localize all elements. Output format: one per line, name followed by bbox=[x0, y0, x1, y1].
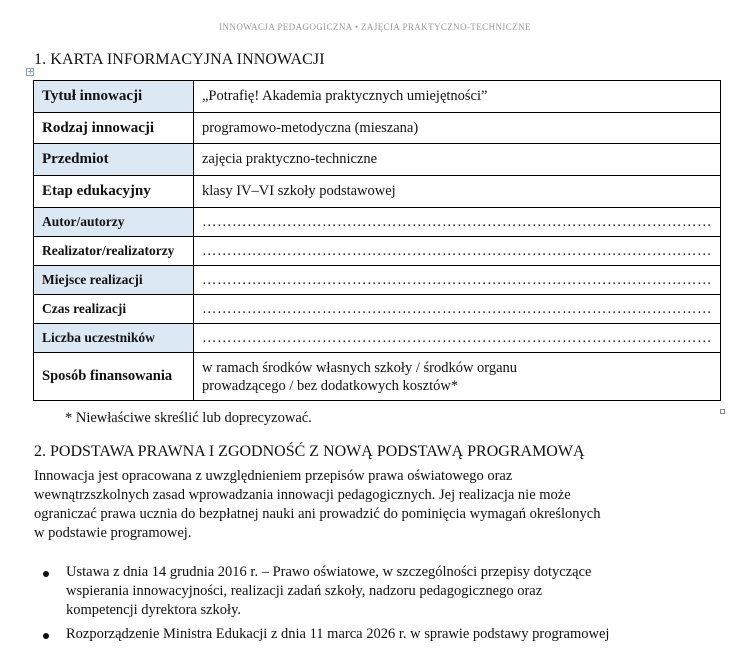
bullet-list bbox=[34, 563, 734, 644]
list-item bbox=[34, 625, 734, 644]
paragraph-line: wewnątrzszkolnych zasad wprowadzania innowacji pedagogicznych. Jej realizacja nie może bbox=[34, 487, 571, 503]
table-row bbox=[34, 324, 721, 353]
footnote: * Niewłaściwe skreślić lub doprecyzować. bbox=[65, 410, 312, 426]
table-row bbox=[34, 208, 721, 237]
section-1-title: 1. KARTA INFORMACYJNA INNOWACJI bbox=[34, 51, 325, 68]
table-row bbox=[34, 176, 721, 208]
row-label: Autor/autorzy bbox=[34, 208, 194, 237]
row-label: Realizator/realizatorzy bbox=[34, 237, 194, 266]
list-item-line: Rozporządzenie Ministra Edukacji z dnia 11 marca 2026 r. w sprawie podstawy programowej bbox=[66, 626, 610, 642]
row-value: ………………………………………………………………………………………… bbox=[194, 295, 721, 324]
table-row bbox=[34, 81, 721, 113]
row-label: Przedmiot bbox=[34, 144, 194, 176]
row-value-line: prowadzącego / bez dodatkowych kosztów* bbox=[202, 377, 459, 394]
info-table bbox=[33, 80, 721, 401]
row-value-line: w ramach środków własnych szkoły / środków organu bbox=[202, 359, 518, 376]
table-row bbox=[34, 353, 721, 401]
table-resize-handle-icon[interactable] bbox=[720, 409, 725, 414]
row-label: Miejsce realizacji bbox=[34, 266, 194, 295]
row-label: Czas realizacji bbox=[34, 295, 194, 324]
bullet-icon bbox=[43, 633, 49, 639]
row-value: ………………………………………………………………………………………… bbox=[194, 266, 721, 295]
list-item-line: kompetencji dyrektora szkoły. bbox=[66, 602, 242, 618]
table-row bbox=[34, 266, 721, 295]
table-row bbox=[34, 295, 721, 324]
bullet-icon bbox=[43, 571, 49, 577]
row-label: Tytuł innowacji bbox=[34, 81, 194, 113]
page-header: INNOWACJA PEDAGOGICZNA • ZAJĘCIA PRAKTYCZNO-TECHNICZNE bbox=[219, 22, 531, 32]
row-value: zajęcia praktyczno-techniczne bbox=[194, 144, 721, 176]
row-value: „Potrafię! Akademia praktycznych umiejętności” bbox=[194, 81, 721, 113]
row-value: ………………………………………………………………………………………… bbox=[194, 324, 721, 353]
paragraph-line: ograniczać prawa ucznia do bezpłatnej nauki ani prowadzić do pominięcia wymagań określonych bbox=[34, 506, 601, 522]
table-row bbox=[34, 144, 721, 176]
row-label: Liczba uczestników bbox=[34, 324, 194, 353]
list-item-line: Ustawa z dnia 14 grudnia 2016 r. – Prawo oświatowe, w szczególności przepisy dotyczące bbox=[66, 564, 592, 580]
row-value: ………………………………………………………………………………………… bbox=[194, 208, 721, 237]
section-2-paragraph bbox=[34, 467, 734, 543]
table-move-handle-icon[interactable]: + bbox=[27, 67, 34, 76]
row-value bbox=[194, 353, 721, 401]
paragraph-line: w podstawie programowej. bbox=[34, 525, 192, 541]
list-item bbox=[34, 563, 734, 620]
table-row bbox=[34, 237, 721, 266]
table-row bbox=[34, 113, 721, 144]
row-value: ………………………………………………………………………………………… bbox=[194, 237, 721, 266]
section-2-title: 2. PODSTAWA PRAWNA I ZGODNOŚĆ Z NOWĄ PODSTAWĄ PROGRAMOWĄ bbox=[34, 443, 585, 460]
row-value: programowo-metodyczna (mieszana) bbox=[194, 113, 721, 144]
row-value: klasy IV–VI szkoły podstawowej bbox=[194, 176, 721, 208]
paragraph-line: Innowacja jest opracowana z uwzględnieniem przepisów prawa oświatowego oraz bbox=[34, 468, 513, 484]
row-label: Sposób finansowania bbox=[34, 353, 194, 401]
row-label: Rodzaj innowacji bbox=[34, 113, 194, 144]
row-label: Etap edukacyjny bbox=[34, 176, 194, 208]
list-item-line: wspierania innowacyjności, realizacji zadań szkoły, nadzoru pedagogicznego oraz bbox=[66, 583, 543, 599]
